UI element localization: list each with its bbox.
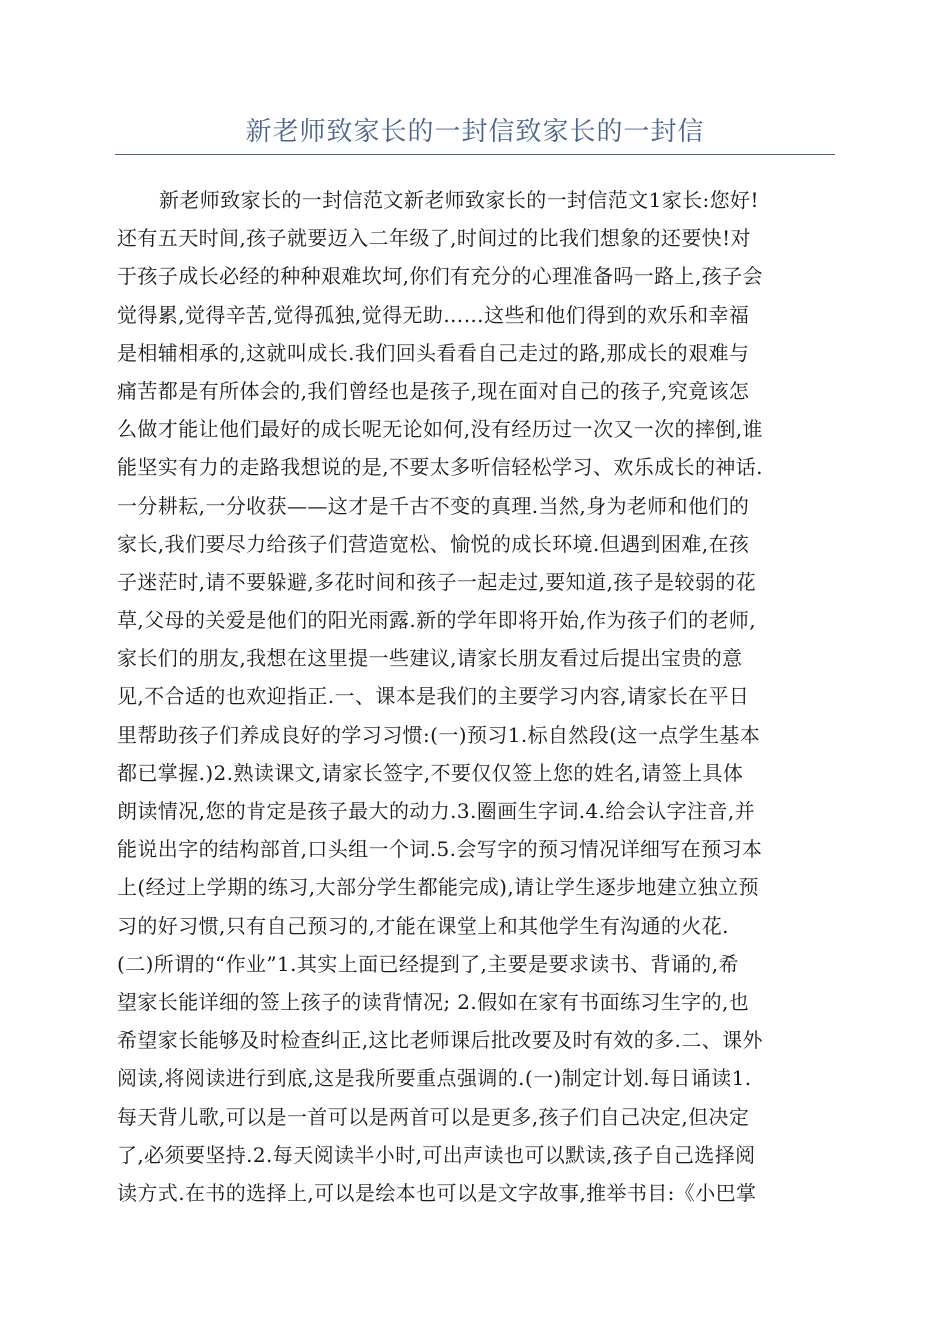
paragraph-line: 习的好习惯,只有自己预习的,才能在课堂上和其他学生有沟通的火花. — [117, 913, 729, 938]
paragraph-line: 见,不合适的也欢迎指正.一、课本是我们的主要学习内容,请家长在平日 — [117, 684, 750, 709]
paragraph-line: 痛苦都是有所体会的,我们曾经也是孩子,现在面对自己的孩子,究竟该怎 — [117, 378, 750, 403]
paragraph-line: 上(经过上学期的练习,大部分学生都能完成),请让学生逐步地建立独立预 — [117, 875, 759, 900]
paragraph-line: 都已掌握.)2.熟读课文,请家长签字,不要仅仅签上您的姓名,请签上具体 — [117, 760, 744, 785]
paragraph-line: 是相辅相承的,这就叫成长.我们回头看看自己走过的路,那成长的艰难与 — [117, 340, 750, 365]
paragraph-line: 里帮助孩子们养成良好的学习习惯:(一)预习1.标自然段(这一点学生基本 — [117, 722, 761, 747]
document-title: 新老师致家长的一封信致家长的一封信 — [245, 117, 705, 147]
title-underline — [115, 154, 835, 155]
paragraph-line: 希望家长能够及时检查纠正,这比老师课后批改要及时有效的多.二、课外 — [117, 1028, 763, 1053]
paragraph-line: 朗读情况,您的肯定是孩子最大的动力.3.圈画生字词.4.给会认字注音,并 — [117, 799, 755, 823]
paragraph-line: 一分耕耘,一分收获——这才是千古不变的真理.当然,身为老师和他们的 — [117, 493, 750, 518]
paragraph-line: 觉得累,觉得辛苦,觉得孤独,觉得无助……这些和他们得到的欢乐和幸福 — [117, 302, 750, 327]
paragraph-line: (二)所谓的“作业”1.其实上面已经提到了,主要是要求读书、背诵的,希 — [117, 951, 739, 976]
paragraph-line: 能说出字的结构部首,口头组一个词.5.会写字的预习情况详细写在预习本 — [117, 837, 763, 862]
paragraph-line: 新老师致家长的一封信范文新老师致家长的一封信范文1家长:您好! — [159, 188, 759, 212]
paragraph-line: 子迷茫时,请不要躲避,多花时间和孩子一起走过,要知道,孩子是较弱的花 — [117, 569, 757, 594]
paragraph-line: 家长,我们要尽力给孩子们营造宽松、愉悦的成长环境.但遇到困难,在孩 — [117, 531, 750, 556]
paragraph-line: 草,父母的关爱是他们的阳光雨露.新的学年即将开始,作为孩子们的老师, — [117, 608, 757, 633]
paragraph-line: 么做才能让他们最好的成长呢无论如何,没有经历过一次又一次的摔倒,谁 — [117, 417, 763, 442]
paragraph-line: 望家长能详细的签上孩子的读背情况; 2.假如在家有书面练习生字的,也 — [117, 989, 750, 1014]
paragraph-line: 还有五天时间,孩子就要迈入二年级了,时间过的比我们想象的还要快!对 — [117, 226, 751, 251]
paragraph-line: 于孩子成长必经的种种艰难坎坷,你们有充分的心理准备吗一路上,孩子会 — [117, 264, 763, 289]
paragraph-line: 能坚实有力的走路我想说的是,不要太多听信轻松学习、欢乐成长的神话. — [117, 455, 763, 480]
document-body — [117, 181, 839, 1212]
paragraph-line: 阅读,将阅读进行到底,这是我所要重点强调的.(一)制定计划.每日诵读1. — [117, 1066, 752, 1091]
paragraph-line: 了,必须要坚持.2.每天阅读半小时,可出声读也可以默读,孩子自己选择阅 — [117, 1142, 756, 1167]
paragraph-line: 家长们的朋友,我想在这里提一些建议,请家长朋友看过后提出宝贵的意 — [117, 646, 743, 671]
paragraph-line: 读方式.在书的选择上,可以是绘本也可以是文字故事,推举书目:《小巴掌 — [117, 1180, 757, 1205]
paragraph-line: 每天背儿歌,可以是一首可以是两首可以是更多,孩子们自己决定,但决定 — [117, 1104, 750, 1129]
